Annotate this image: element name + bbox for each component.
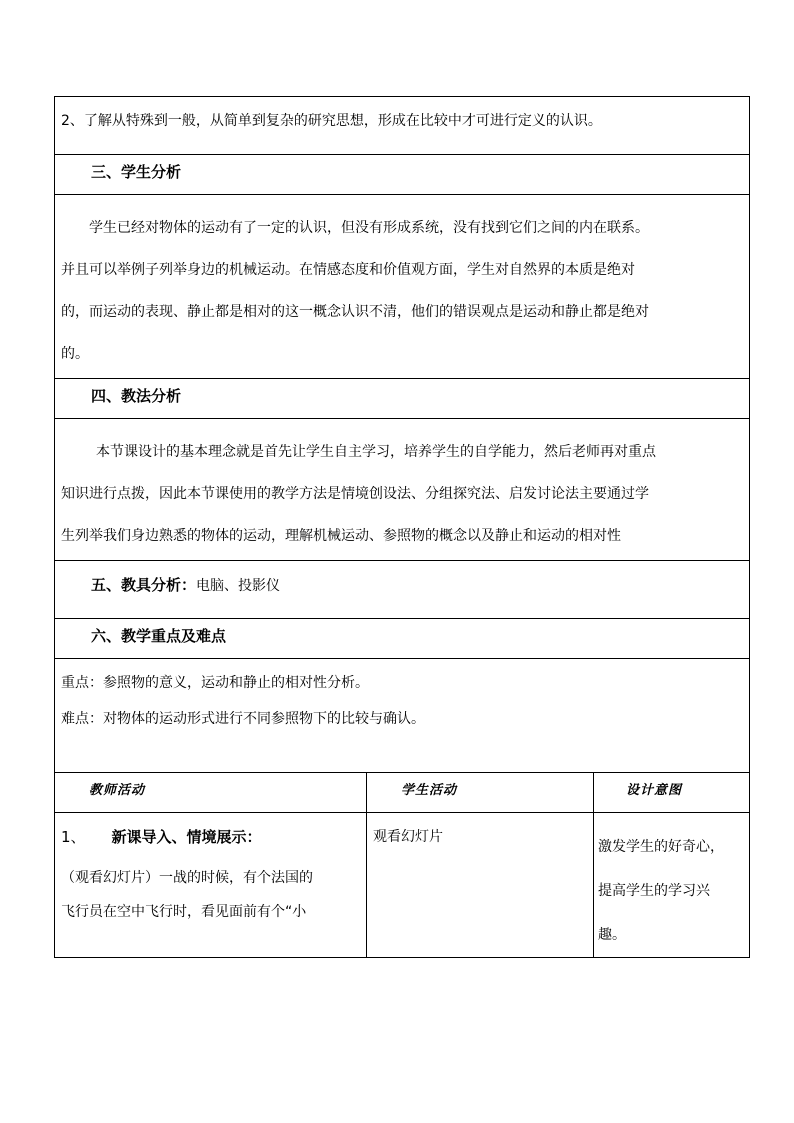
key-points-body-row bbox=[55, 659, 750, 773]
paragraph-line: 学生已经对物体的运动有了一定的认识，但没有形成系统，没有找到它们之间的内在联系。 bbox=[89, 220, 649, 236]
teacher-activity-text bbox=[55, 847, 366, 929]
paragraph-line: 知识进行点拨，因此本节课使用的教学方法是情境创设法、分组探究法、启发讨论法主要通过学 bbox=[61, 486, 649, 502]
teacher-line: （观看幻灯片）一战的时候，有个法国的 bbox=[61, 870, 313, 886]
lesson-plan-document bbox=[54, 96, 749, 958]
tools-label: 五、教具分析： bbox=[91, 576, 197, 594]
intent-line: 提高学生的学习兴 bbox=[598, 883, 710, 899]
paragraph-line: 本节课设计的基本理念就是首先让学生自主学习，培养学生的自学能力，然后老师再对重点 bbox=[96, 444, 656, 460]
design-intent-text bbox=[594, 813, 749, 957]
activity-row-1 bbox=[55, 813, 750, 958]
intent-line: 激发学生的好奇心， bbox=[598, 839, 724, 855]
lesson-plan-table bbox=[54, 96, 750, 958]
intent-line: 趣。 bbox=[598, 927, 626, 943]
activity-number: 1、 bbox=[61, 828, 86, 846]
method-analysis-paragraph bbox=[55, 419, 749, 557]
key-points-heading: 六、教学重点及难点 bbox=[91, 627, 227, 645]
student-analysis-paragraph bbox=[55, 195, 749, 375]
key-point-text: 重点：参照物的意义，运动和静止的相对性分析。 bbox=[61, 675, 369, 691]
method-analysis-body-row bbox=[55, 419, 750, 561]
activity-title bbox=[55, 813, 366, 847]
activity-title-text: 新课导入、情境展示： bbox=[111, 828, 262, 846]
key-points-heading-row bbox=[55, 619, 750, 659]
objective-row bbox=[55, 97, 750, 155]
student-activity-text: 观看幻灯片 bbox=[373, 829, 443, 845]
student-analysis-heading-row bbox=[55, 155, 750, 195]
tools-row bbox=[55, 561, 750, 619]
paragraph-line: 生列举我们身边熟悉的物体的运动，理解机械运动、参照物的概念以及静止和运动的相对性 bbox=[61, 528, 621, 544]
student-analysis-body-row bbox=[55, 195, 750, 379]
method-analysis-heading: 四、教法分析 bbox=[91, 387, 182, 405]
tools-value: 电脑、投影仪 bbox=[196, 578, 281, 594]
objective-text: 2、了解从特殊到一般，从简单到复杂的研究思想，形成在比较中才可进行定义的认识。 bbox=[61, 113, 602, 129]
student-activity-header: 学生活动 bbox=[401, 783, 458, 798]
student-analysis-heading: 三、学生分析 bbox=[91, 163, 182, 181]
teacher-activity-header: 教师活动 bbox=[89, 783, 146, 798]
teacher-line: 飞行员在空中飞行时，看见面前有个“小 bbox=[61, 904, 307, 920]
paragraph-line: 并且可以举例子列举身边的机械运动。在情感态度和价值观方面，学生对自然界的本质是绝对 bbox=[61, 262, 635, 278]
activity-column-headers bbox=[55, 773, 750, 813]
design-intent-header: 设计意图 bbox=[626, 783, 683, 798]
paragraph-line: 的。 bbox=[61, 346, 89, 362]
difficult-point-text: 难点：对物体的运动形式进行不同参照物下的比较与确认。 bbox=[61, 711, 425, 727]
paragraph-line: 的，而运动的表现、静止都是相对的这一概念认识不清，他们的错误观点是运动和静止都是绝对 bbox=[61, 304, 649, 320]
method-analysis-heading-row bbox=[55, 379, 750, 419]
